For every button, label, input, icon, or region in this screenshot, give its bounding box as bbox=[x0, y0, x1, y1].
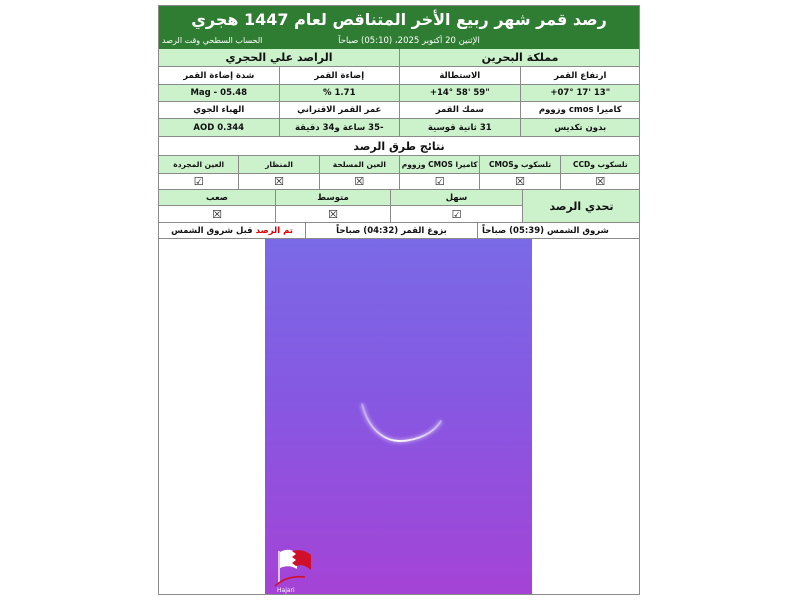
logo bbox=[275, 550, 311, 594]
illumination-value: % 1.71 bbox=[323, 88, 356, 98]
moon-age-value: -35 ساعة و34 دقيقة bbox=[279, 119, 400, 136]
challenge-title: تحدي الرصد bbox=[522, 190, 640, 222]
method-label-aided-eye: العين المسلحة bbox=[319, 156, 399, 173]
photo-overlay bbox=[265, 239, 532, 595]
stats-labels-row-1 bbox=[158, 67, 640, 85]
method-label-telescope-cmos: تلسكوب وCMOS bbox=[479, 156, 559, 173]
status-rest: قبل شروق الشمس bbox=[171, 225, 253, 236]
challenge-marks-row bbox=[158, 206, 522, 222]
observation-report-card bbox=[158, 5, 640, 595]
aerosol-value: AOD 0.344 bbox=[193, 122, 245, 133]
method-label-naked-eye: العين المجردة bbox=[158, 156, 238, 173]
stats-labels-row-2 bbox=[158, 102, 640, 119]
magnitude-value-cell bbox=[158, 85, 279, 101]
country-cell: مملكة البحرين bbox=[399, 49, 640, 66]
aerosol-label: الهباء الجوي bbox=[158, 102, 279, 118]
moon-age-label: عمر القمر الاقتراني bbox=[279, 102, 400, 118]
magnitude-label: شدة إضاءة القمر bbox=[158, 67, 279, 84]
challenge-mark-hard: ☒ bbox=[158, 206, 275, 222]
challenge-labels-row bbox=[158, 190, 522, 206]
crescent-moon bbox=[362, 404, 441, 441]
moon-photo bbox=[265, 239, 532, 595]
method-mark-camera-cmos-zoom: ☑ bbox=[399, 174, 479, 189]
report-header bbox=[158, 5, 640, 49]
methods-title-row bbox=[158, 137, 640, 156]
challenge-label-hard: صعب bbox=[158, 190, 275, 205]
moonrise-time: بزوغ القمر (04:32) صباحاً bbox=[305, 223, 477, 238]
method-mark-telescope-ccd: ☒ bbox=[560, 174, 640, 189]
challenge-row bbox=[158, 190, 640, 223]
observation-date: الإثنين 20 أكتوبر 2025، (05:10) صباحاً bbox=[338, 36, 480, 46]
method-label-telescope-ccd: تلسكوب وCCD bbox=[560, 156, 640, 173]
illumination-value-cell bbox=[279, 85, 400, 101]
camera-label: كاميرا cmos وزووم bbox=[520, 102, 641, 118]
sunrise-time: شروق الشمس (05:39) صباحاً bbox=[477, 223, 640, 238]
method-mark-binoculars: ☒ bbox=[238, 174, 318, 189]
methods-marks-row bbox=[158, 174, 640, 190]
moon-altitude-value-cell bbox=[520, 85, 641, 101]
stats-values-row-2 bbox=[158, 119, 640, 137]
elongation-value-cell bbox=[399, 85, 520, 101]
elongation-label: الاستطالة bbox=[399, 67, 520, 84]
camera-value: بدون تكديس bbox=[520, 119, 641, 136]
logo-text: Hajari bbox=[277, 587, 295, 594]
illumination-label: إضاءة القمر bbox=[279, 67, 400, 84]
stats-values-row-1 bbox=[158, 85, 640, 102]
report-title: رصد قمر شهر ربيع الأخر المتناقص لعام 1447 هجري bbox=[191, 10, 607, 29]
moon-altitude-label: ارتفاع القمر bbox=[520, 67, 641, 84]
info-row bbox=[158, 49, 640, 67]
crescent-glow bbox=[362, 404, 441, 441]
observation-status bbox=[158, 223, 305, 238]
challenge-levels bbox=[158, 190, 522, 222]
magnitude-value: Mag - 05.48 bbox=[190, 88, 248, 98]
method-label-binoculars: المنظار bbox=[238, 156, 318, 173]
elongation-value: +14° 58' 59" bbox=[429, 88, 490, 98]
method-mark-telescope-cmos: ☒ bbox=[479, 174, 559, 189]
calculation-note: الحساب السطحي وقت الرصد bbox=[162, 36, 263, 45]
times-row bbox=[158, 223, 640, 239]
methods-labels-row bbox=[158, 156, 640, 174]
challenge-label-medium: متوسط bbox=[275, 190, 390, 205]
method-mark-aided-eye: ☒ bbox=[319, 174, 399, 189]
method-mark-naked-eye: ☑ bbox=[158, 174, 238, 189]
moon-thickness-value: 31 ثانية قوسية bbox=[399, 119, 520, 136]
observer-cell: الراصد علي الحجري bbox=[158, 49, 399, 66]
moon-altitude-value: +07° 17' 13" bbox=[550, 88, 611, 98]
moon-thickness-label: سمك القمر bbox=[399, 102, 520, 118]
challenge-mark-easy: ☑ bbox=[390, 206, 522, 222]
method-label-camera-cmos-zoom: كاميرا CMOS وزووم bbox=[399, 156, 479, 173]
aerosol-value-cell bbox=[158, 119, 279, 136]
challenge-mark-medium: ☒ bbox=[275, 206, 390, 222]
challenge-label-easy: سهل bbox=[390, 190, 522, 205]
methods-title: نتائج طرق الرصد bbox=[353, 139, 445, 153]
status-highlight: تم الرصد bbox=[255, 225, 293, 236]
